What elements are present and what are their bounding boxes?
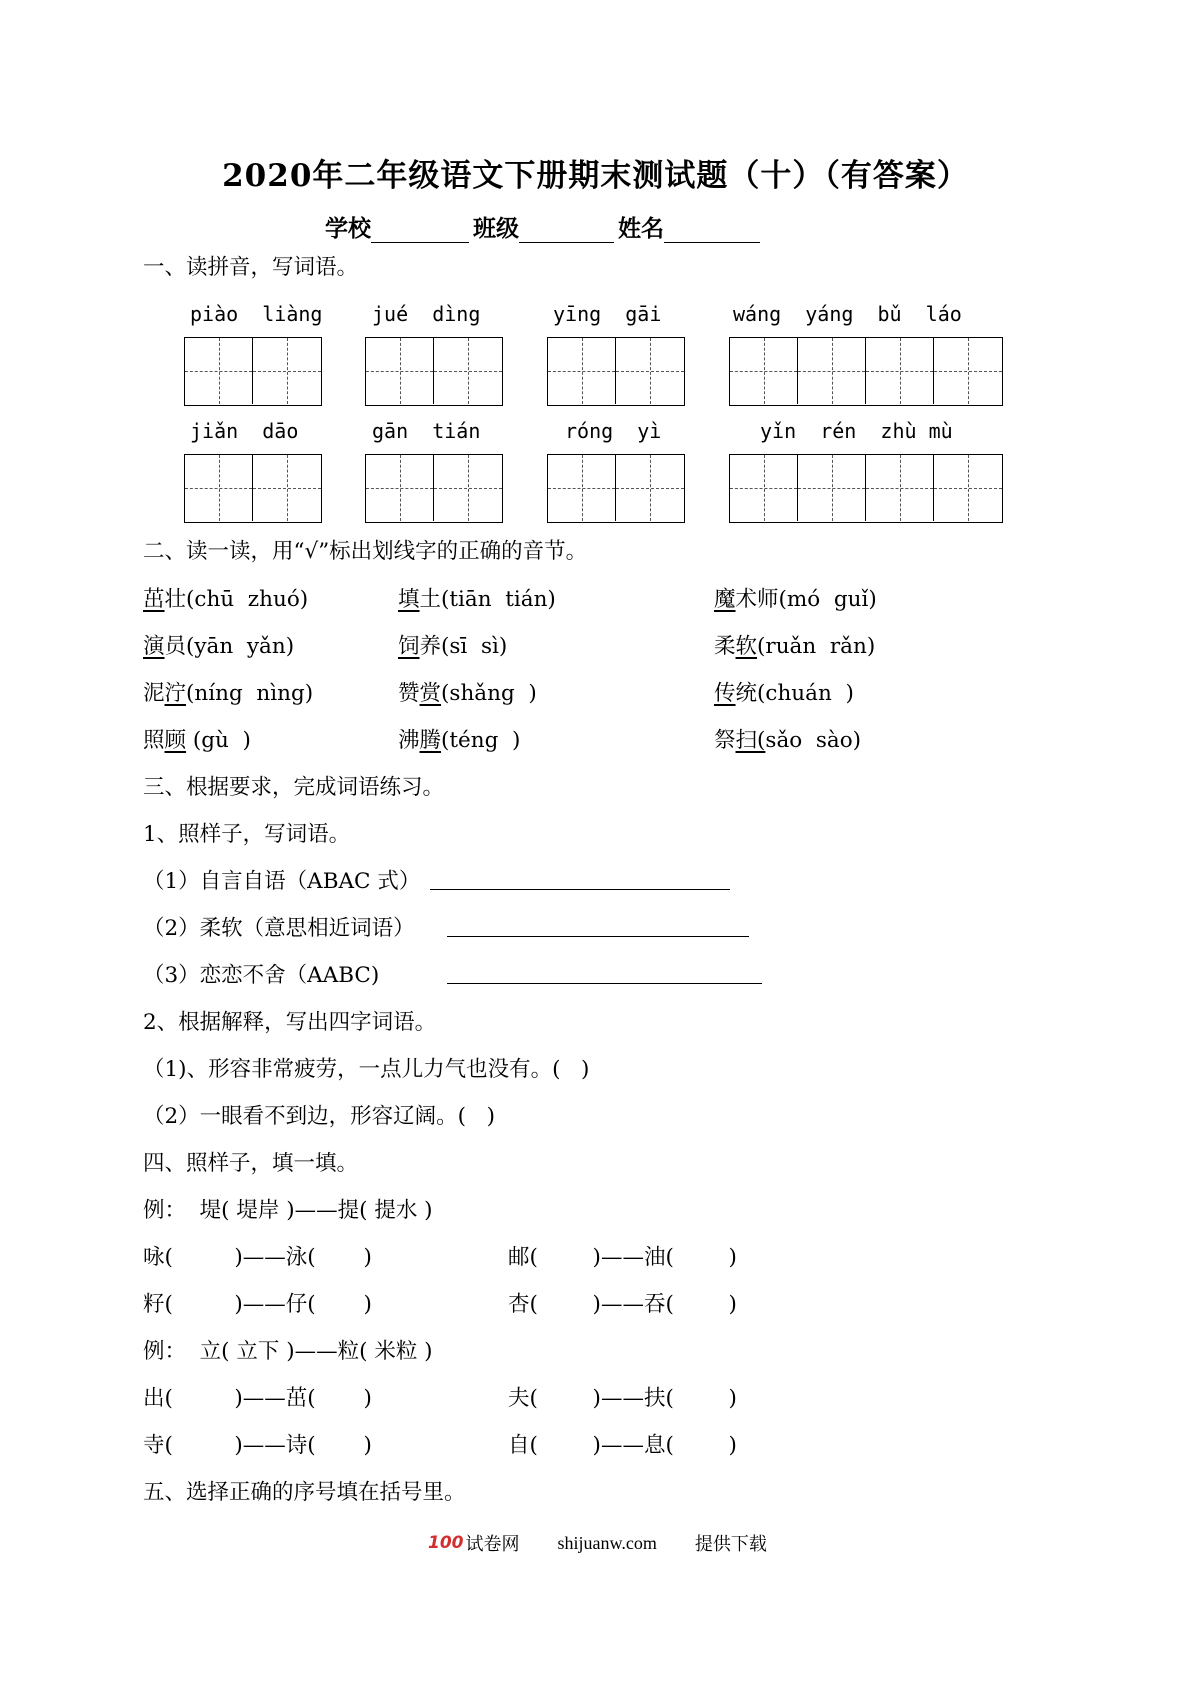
word-exercise: （2）柔软（意思相近词语）	[143, 916, 415, 941]
pinyin-choice-item[interactable]: 祭扫(sǎo sào)	[714, 728, 862, 753]
pinyin-label: jué dìng	[372, 302, 481, 326]
pinyin-choice-item[interactable]: 赞赏(shǎng )	[398, 681, 537, 706]
site-link[interactable]: shijuanw.com	[557, 1532, 657, 1553]
definition-item[interactable]: （2）一眼看不到边，形容辽阔。( )	[143, 1104, 495, 1129]
pinyin-label: yīng gāi	[553, 302, 662, 326]
fill-pair[interactable]: 邮( )——油( )	[508, 1245, 737, 1270]
writing-grid-2[interactable]	[547, 454, 685, 523]
pinyin-choice-item[interactable]: 茁壮(chū zhuó)	[143, 587, 309, 612]
pinyin-choice-item[interactable]: 照顾 (gù )	[143, 728, 251, 753]
pinyin-label: gān tián	[372, 419, 481, 443]
brand-name: 试卷网	[465, 1534, 520, 1555]
answer-line[interactable]	[447, 982, 762, 984]
name-label: 姓名	[618, 215, 664, 242]
fill-pair[interactable]: 籽( )——仔( )	[143, 1292, 372, 1317]
pinyin-choice-item[interactable]: 演员(yān yǎn)	[143, 634, 295, 659]
name-blank[interactable]	[664, 216, 760, 243]
word-exercise: （3）恋恋不舍（AABC)	[143, 963, 380, 988]
question-heading: 2、根据解释，写出四字词语。	[143, 1010, 437, 1035]
pinyin-choice-item[interactable]: 饲养(sī sì)	[398, 634, 508, 659]
writing-grid-2[interactable]	[547, 337, 685, 406]
definition-item[interactable]: （1)、形容非常疲劳，一点儿力气也没有。( )	[143, 1057, 590, 1082]
fill-pair[interactable]: 夫( )——扶( )	[508, 1386, 737, 1411]
writing-grid-2[interactable]	[184, 337, 322, 406]
writing-grid-2[interactable]	[184, 454, 322, 523]
pinyin-label: yǐn rén zhù mù	[760, 419, 953, 443]
example-line: 例： 堤( 堤岸 )——提( 提水 )	[143, 1198, 433, 1223]
section-5-heading: 五、选择正确的序号填在括号里。	[143, 1480, 466, 1505]
pinyin-choice-item[interactable]: 沸腾(téng )	[398, 728, 521, 753]
writing-grid-4[interactable]	[729, 454, 1003, 523]
footer-note: 提供下载	[694, 1534, 767, 1555]
writing-grid-2[interactable]	[365, 454, 503, 523]
word-exercise: （1）自言自语（ABAC 式）	[143, 869, 421, 894]
answer-line[interactable]	[430, 888, 730, 890]
class-blank[interactable]	[519, 216, 614, 243]
school-label: 学校	[325, 215, 371, 242]
student-info	[325, 210, 764, 243]
question-heading: 1、照样子，写词语。	[143, 822, 351, 847]
example-line: 例： 立( 立下 )——粒( 米粒 )	[143, 1339, 433, 1364]
pinyin-label: jiǎn dāo	[190, 419, 299, 443]
pinyin-choice-item[interactable]: 柔软(ruǎn rǎn)	[714, 634, 876, 659]
writing-grid-4[interactable]	[729, 337, 1003, 406]
pinyin-choice-item[interactable]: 泥泞(níng nìng)	[143, 681, 314, 706]
section-4-heading: 四、照样子，填一填。	[143, 1151, 359, 1176]
fill-pair[interactable]: 杏( )——吞( )	[508, 1292, 737, 1317]
footer	[428, 1530, 767, 1556]
fill-pair[interactable]: 咏( )——泳( )	[143, 1245, 372, 1270]
pinyin-choice-item[interactable]: 魔术师(mó guǐ)	[714, 587, 877, 612]
school-blank[interactable]	[371, 216, 469, 243]
section-1-heading: 一、读拼音，写词语。	[143, 255, 359, 280]
section-3-heading: 三、根据要求，完成词语练习。	[143, 775, 445, 800]
pinyin-label: róng yì	[565, 419, 662, 443]
pinyin-choice-item[interactable]: 传统(chuán )	[714, 681, 854, 706]
brand-logo: 100	[428, 1533, 464, 1553]
fill-pair[interactable]: 自( )——息( )	[508, 1433, 737, 1458]
pinyin-label: wáng yáng bǔ láo	[733, 302, 962, 326]
section-2-heading: 二、读一读，用“√”标出划线字的正确的音节。	[143, 539, 588, 564]
fill-pair[interactable]: 出( )——茁( )	[143, 1386, 372, 1411]
page-title: 2020年二年级语文下册期末测试题（十）（有答案）	[222, 158, 969, 194]
class-label: 班级	[473, 215, 519, 242]
writing-grid-2[interactable]	[365, 337, 503, 406]
answer-line[interactable]	[447, 935, 749, 937]
pinyin-choice-item[interactable]: 填土(tiān tián)	[398, 587, 556, 612]
pinyin-label: piào liàng	[190, 302, 323, 326]
fill-pair[interactable]: 寺( )——诗( )	[143, 1433, 372, 1458]
